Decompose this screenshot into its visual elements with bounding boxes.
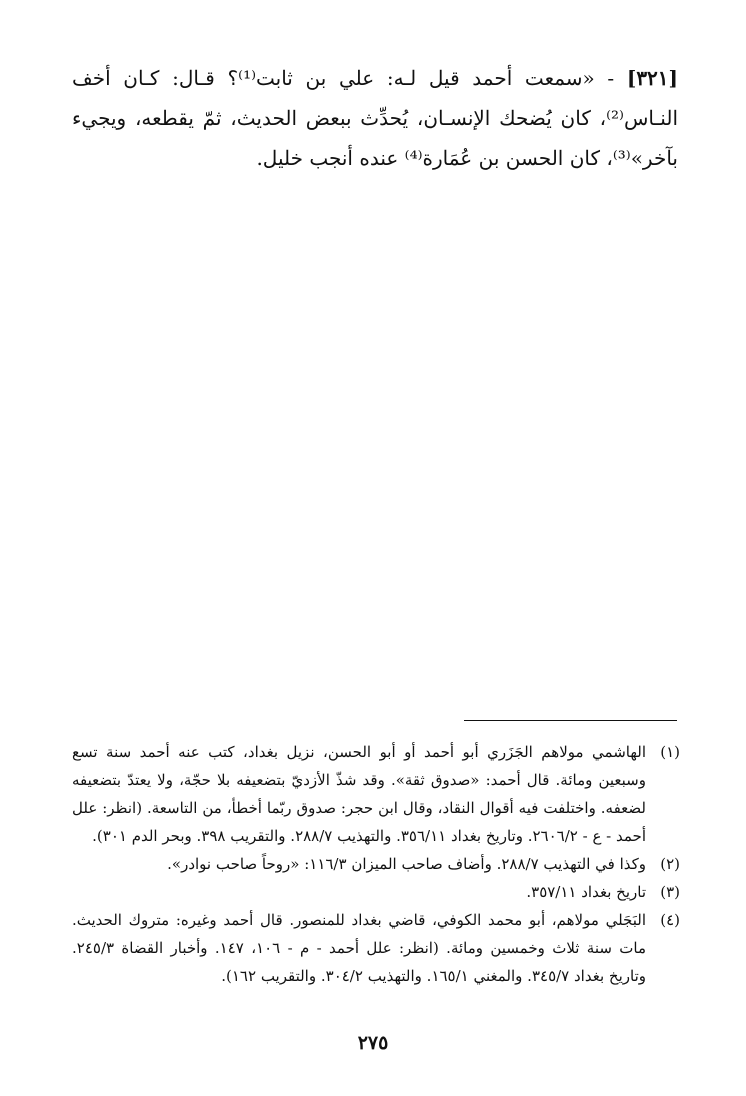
- main-text: [72, 58, 678, 178]
- footnote-number: (٢): [660, 855, 680, 873]
- footnote-3: [72, 878, 680, 906]
- footnote-number: (١): [660, 743, 680, 761]
- footnote-4: [72, 906, 680, 990]
- page-number: ٢٧٥: [357, 1032, 389, 1054]
- footnote-number: (٤): [660, 911, 680, 929]
- footnote-text: البَجَلي مولاهم، أبو محمد الكوفي، قاضي بغداد للمنصور. قال أحمد وغيره: متروك الحديث. مات سنة ثلاث وخمسين ومائة. (انظر: علل أحمد - م - ١٠٦، ١٤٧. وأخبار القضاة ٢٤٥/٣. وتاريخ بغداد ٣٤٥/٧. والمغني ١٦٥/١. والتهذيب ٣٠٤/٢. والتقريب ١٦٢).: [72, 911, 647, 985]
- footnote-text: الهاشمي مولاهم الجَزَري أبو أحمد أو أبو الحسن، نزيل بغداد، كتب عنه أحمد سنة تسع وسبعين ومائة. قال أحمد: «صدوق ثقة». وقد شذّ الأزديّ بتضعيفه بلا حجّة، ولا يعتدّ بتضعيفه لضعفه. واختلفت فيه أقوال النقاد، وقال ابن حجر: صدوق ربّما أخطأ، من التاسعة. (انظر: علل أحمد - ع - ٢٦٠٦/٢. وتاريخ بغداد ٣٥٦/١١. والتهذيب ٢٨٨/٧. والتقريب ٣٩٨. وبحر الدم ٣٠١).: [72, 743, 646, 845]
- entry-number: [٣٢١]: [626, 66, 679, 90]
- footnote-2: [72, 850, 680, 878]
- footnote-1: [72, 738, 680, 850]
- footnotes: [72, 738, 680, 990]
- footnote-number: (٣): [660, 883, 680, 901]
- footnote-text: وكذا في التهذيب ٢٨٨/٧. وأضاف صاحب الميزان ١١٦/٣: «روحاً صاحب نوادر».: [167, 855, 646, 873]
- entry-text: - «سمعت أحمد قيل لـه: علي بن ثابت⁽¹⁾؟ قـال: كـان أخف النـاس⁽²⁾، كان يُضحك الإنسـان، يُحدِّث ببعض الحديث، ثمّ يقطعه، ويجيء بآخر»⁽³⁾، كان الحسن بن عُمَارة⁽⁴⁾ عنده أنجب خليل.: [72, 66, 678, 170]
- footnote-divider: [464, 720, 677, 721]
- footnote-text: تاريخ بغداد ٣٥٧/١١.: [526, 883, 646, 901]
